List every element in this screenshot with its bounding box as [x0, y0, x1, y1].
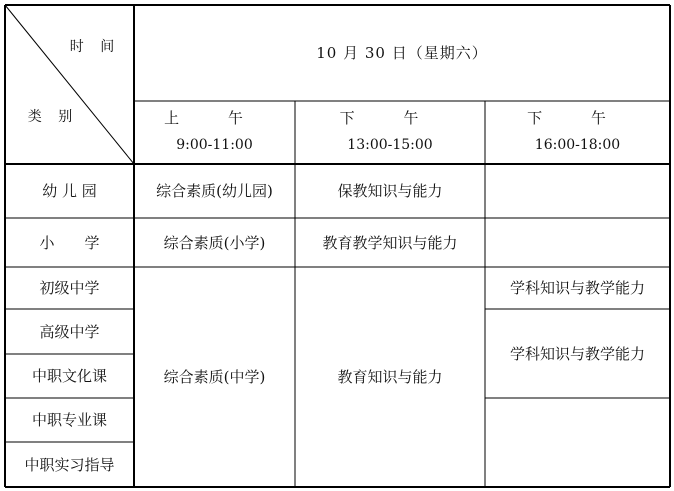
session-morning-time: 9:00-11:00	[176, 137, 253, 153]
exam-date: 10 月 30 日（星期六）	[316, 44, 488, 62]
category-senior-high: 高级中学	[39, 322, 100, 341]
session-afternoon-1	[295, 107, 485, 161]
senior-vocational-afternoon2-subject: 学科知识与教学能力	[509, 344, 645, 363]
primary-afternoon1-subject: 教育教学知识与能力	[322, 233, 458, 252]
header-time-label: 时 间	[69, 38, 121, 55]
secondary-morning-subject: 综合素质(中学)	[163, 368, 266, 386]
session-afternoon-2-time: 16:00-18:00	[534, 137, 621, 153]
primary-morning-subject: 综合素质(小学)	[163, 233, 266, 252]
kindergarten-afternoon2-subject	[485, 164, 670, 218]
session-afternoon-1-time: 13:00-15:00	[347, 137, 433, 153]
header-category-label: 类 别	[27, 108, 79, 125]
category-vocational-major: 中职专业课	[31, 411, 107, 429]
category-primary: 小 学	[39, 233, 100, 252]
category-vocational-culture: 中职文化课	[31, 367, 107, 385]
session-afternoon-2	[485, 107, 670, 161]
kindergarten-morning-subject: 综合素质(幼儿园)	[156, 182, 273, 200]
primary-afternoon2-subject	[485, 218, 670, 267]
session-afternoon-1-label: 下 午	[339, 109, 441, 127]
session-morning-label: 上 午	[164, 109, 265, 127]
category-vocational-internship: 中职实习指导	[24, 455, 115, 474]
secondary-afternoon1-subject: 教育知识与能力	[337, 368, 443, 386]
session-afternoon-2-label: 下 午	[527, 109, 628, 127]
kindergarten-afternoon1-subject: 保教知识与能力	[337, 182, 443, 200]
category-kindergarten: 幼 儿 园	[42, 182, 97, 200]
category-junior-high: 初级中学	[39, 279, 100, 297]
session-morning	[134, 107, 295, 161]
junior-high-afternoon2-subject: 学科知识与教学能力	[509, 279, 645, 297]
